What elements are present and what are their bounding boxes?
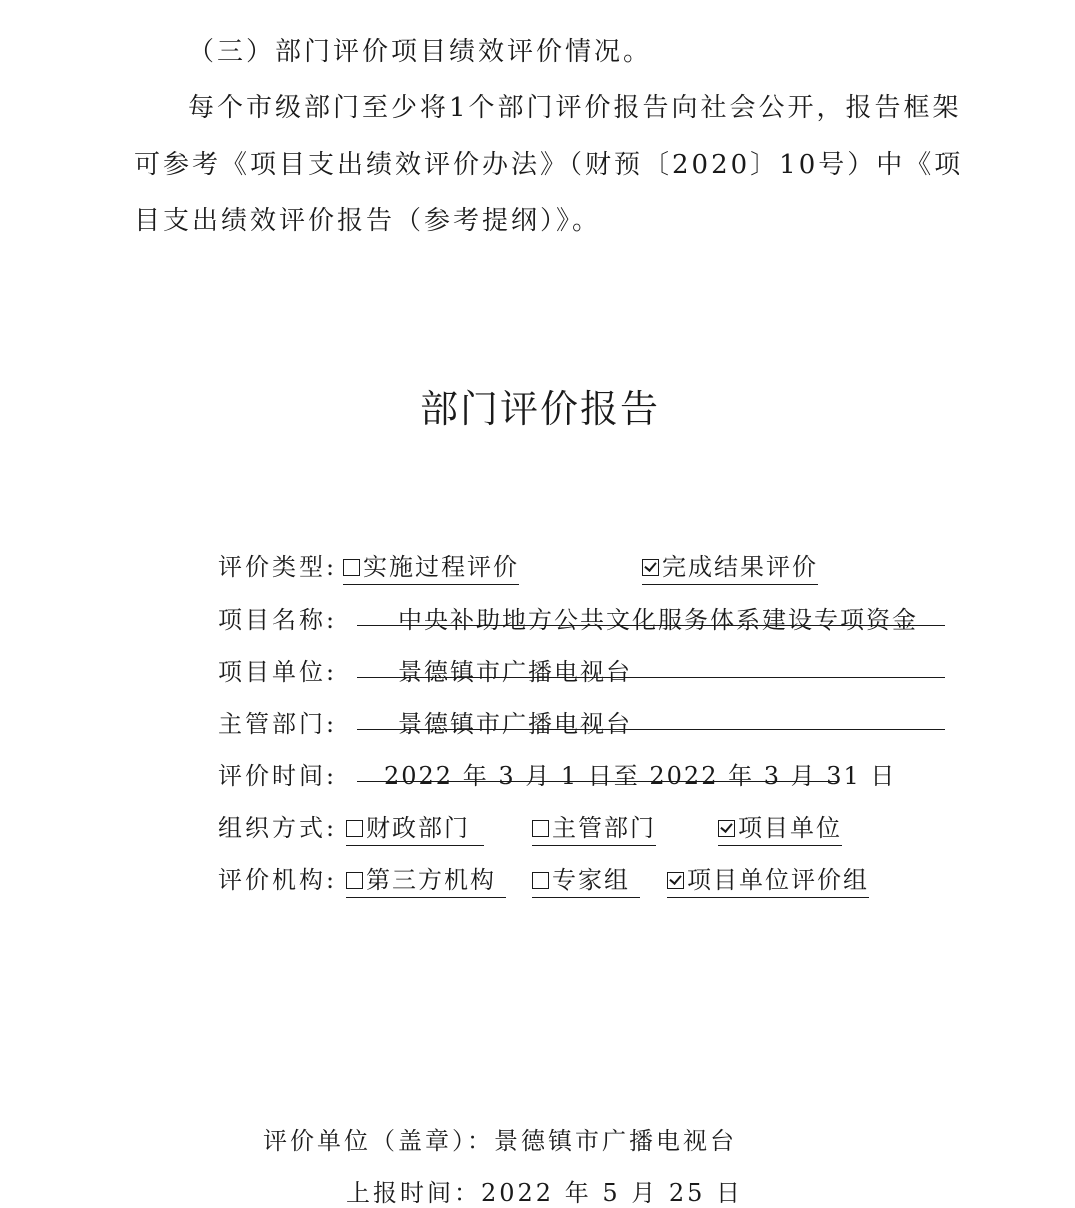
- project-name-label: 项目名称:: [218, 606, 338, 634]
- option-expert-group[interactable]: 专家组: [532, 860, 640, 898]
- checkbox-unchecked-icon[interactable]: [532, 872, 549, 889]
- org-method-label: 组织方式:: [218, 814, 338, 842]
- option-result-eval[interactable]: 完成结果评价: [642, 547, 818, 585]
- checkbox-checked-icon[interactable]: [642, 559, 659, 576]
- project-unit-underline: [357, 677, 945, 678]
- option-process-eval[interactable]: 实施过程评价: [343, 547, 519, 585]
- checkbox-checked-icon[interactable]: [718, 820, 735, 837]
- project-unit-value: 景德镇市广播电视台: [398, 658, 632, 686]
- project-name-underline: [357, 625, 945, 626]
- option-project-unit[interactable]: 项目单位: [718, 808, 842, 846]
- checkbox-unchecked-icon[interactable]: [343, 559, 360, 576]
- eval-body-label: 评价机构:: [218, 866, 338, 894]
- report-date: 上报时间：2022 年 5 月 25 日: [346, 1179, 744, 1207]
- option-unit-eval-group[interactable]: 项目单位评价组: [667, 860, 869, 898]
- eval-time-underline: [357, 781, 837, 782]
- option-finance-dept[interactable]: 财政部门: [346, 808, 484, 846]
- eval-time-value: 2022 年 3 月 1 日至 2022 年 3 月 31 日: [384, 762, 897, 790]
- intro-line-2: 可参考《项目支出绩效评价办法》（财预〔2020〕10号）中《项: [134, 150, 964, 180]
- eval-time-label: 评价时间:: [218, 762, 338, 790]
- project-name-value: 中央补助地方公共文化服务体系建设专项资金: [398, 606, 918, 634]
- supervisor-value: 景德镇市广播电视台: [398, 710, 632, 738]
- checkbox-unchecked-icon[interactable]: [346, 872, 363, 889]
- checkbox-checked-icon[interactable]: [667, 872, 684, 889]
- supervisor-label: 主管部门:: [218, 710, 338, 738]
- checkbox-unchecked-icon[interactable]: [532, 820, 549, 837]
- project-unit-label: 项目单位:: [218, 658, 338, 686]
- eval-type-label: 评价类型:: [218, 553, 338, 581]
- report-title: 部门评价报告: [420, 387, 661, 431]
- eval-unit-seal: 评价单位（盖章）：景德镇市广播电视台: [263, 1127, 737, 1155]
- checkbox-unchecked-icon[interactable]: [346, 820, 363, 837]
- supervisor-underline: [357, 729, 945, 730]
- section-heading: （三）部门评价项目绩效评价情况。: [188, 37, 653, 67]
- intro-line-3: 目支出绩效评价报告（参考提纲）》。: [134, 206, 602, 236]
- option-supervisor-dept[interactable]: 主管部门: [532, 808, 656, 846]
- option-third-party[interactable]: 第三方机构: [346, 860, 506, 898]
- intro-line-1: 每个市级部门至少将1个部门评价报告向社会公开，报告框架: [188, 93, 962, 123]
